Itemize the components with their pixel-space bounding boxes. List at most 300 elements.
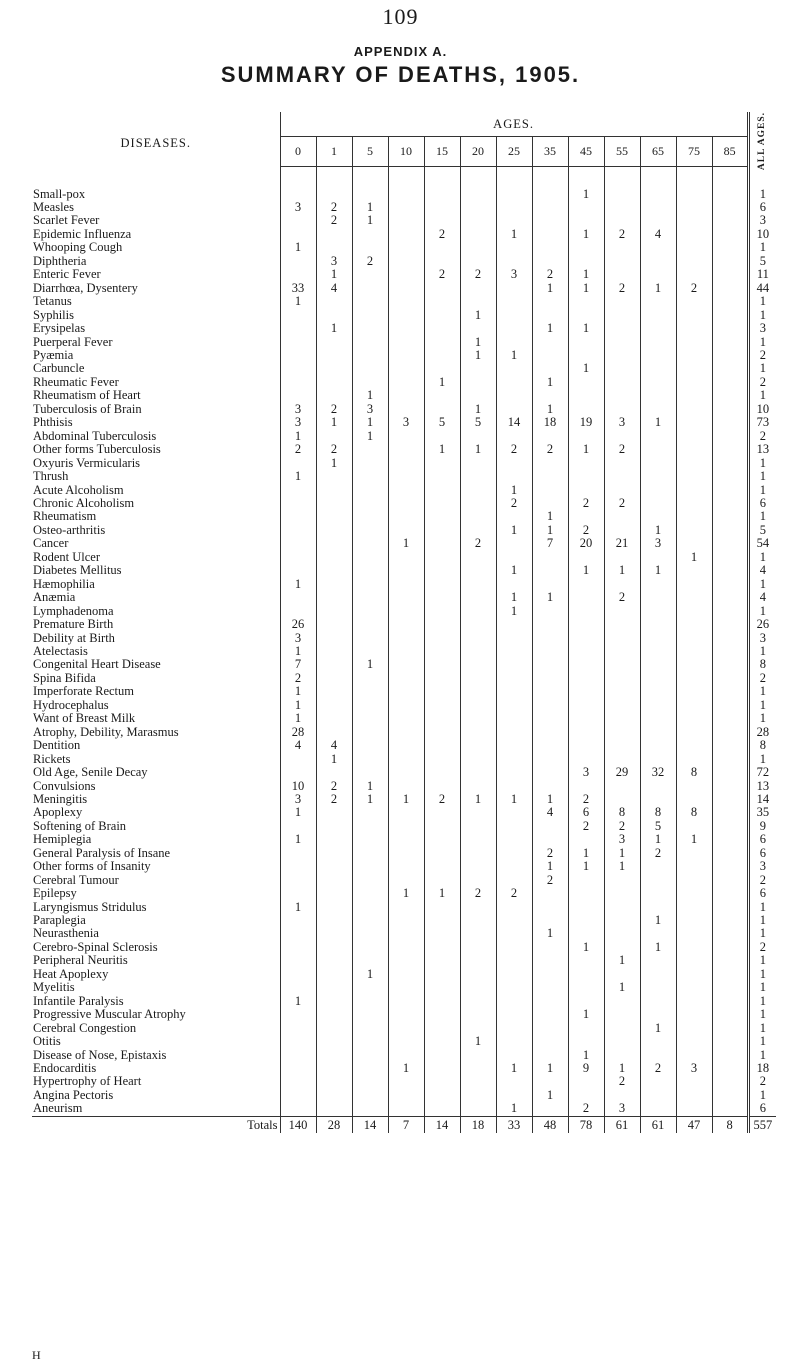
disease-name: Imperforate Rectum [32,685,280,698]
age-group-header: 1 [316,137,352,167]
age-count-cell: 1 [424,443,460,456]
age-count-cell [280,497,316,510]
age-count-cell [424,336,460,349]
all-ages-total-cell: 1 [748,188,776,201]
age-count-cell [316,591,352,604]
all-ages-total-cell: 1 [748,309,776,322]
age-count-cell [676,484,712,497]
all-ages-total-cell: 18 [748,1062,776,1075]
age-count-cell [640,403,676,416]
age-count-cell [568,726,604,739]
age-count-cell: 2 [316,780,352,793]
age-count-cell: 3 [280,793,316,806]
all-ages-total-cell: 1 [748,551,776,564]
age-count-cell [604,927,640,940]
disease-name: Heat Apoplexy [32,968,280,981]
age-count-cell [352,995,388,1008]
age-count-cell [496,1022,532,1035]
age-count-cell [640,1089,676,1102]
age-count-cell [460,470,496,483]
age-count-cell [388,524,424,537]
age-count-cell: 1 [568,1008,604,1021]
age-count-cell [640,1049,676,1062]
age-count-cell [316,376,352,389]
age-count-cell [388,255,424,268]
age-count-cell [280,564,316,577]
age-count-cell [640,712,676,725]
age-count-cell [388,968,424,981]
all-ages-total-cell: 2 [748,941,776,954]
age-count-cell [460,201,496,214]
age-count-cell: 1 [280,712,316,725]
age-count-cell [460,954,496,967]
age-count-cell [640,255,676,268]
age-count-cell [604,241,640,254]
age-count-cell: 7 [280,658,316,671]
all-ages-total-cell: 1 [748,981,776,994]
age-count-cell [712,645,748,658]
table-row [32,470,776,483]
all-ages-total-cell: 6 [748,887,776,900]
age-count-cell [676,214,712,227]
age-group-header: 45 [568,137,604,167]
age-count-cell [712,497,748,510]
table-row [32,658,776,671]
all-ages-total-cell: 1 [748,1035,776,1048]
age-count-cell [352,1008,388,1021]
appendix-heading: APPENDIX A. [353,44,448,59]
all-ages-total-cell: 10 [748,403,776,416]
age-count-cell [460,685,496,698]
age-count-cell [676,1008,712,1021]
disease-name: Spina Bifida [32,672,280,685]
age-count-cell [316,860,352,873]
disease-name: Chronic Alcoholism [32,497,280,510]
age-count-cell [604,780,640,793]
age-count-cell [424,524,460,537]
table-row [32,618,776,631]
table-row [32,1075,776,1088]
table-row [32,1008,776,1021]
age-count-cell [568,241,604,254]
age-count-cell [424,484,460,497]
age-count-cell [424,766,460,779]
age-count-cell [712,322,748,335]
disease-name: Other forms of Insanity [32,860,280,873]
age-count-cell: 1 [352,780,388,793]
age-count-cell [604,874,640,887]
age-count-cell [640,295,676,308]
table-row [32,901,776,914]
age-count-cell [460,457,496,470]
all-ages-total-cell: 1 [748,914,776,927]
age-count-cell [532,995,568,1008]
disease-name: Other forms Tuberculosis [32,443,280,456]
age-count-cell: 1 [316,416,352,429]
all-ages-total-cell: 1 [748,1089,776,1102]
age-count-cell [604,349,640,362]
age-count-cell [676,268,712,281]
age-count-cell [568,780,604,793]
disease-name: Want of Breast Milk [32,712,280,725]
age-count-cell [280,510,316,523]
age-count-cell [640,753,676,766]
table-row [32,591,776,604]
age-count-cell [352,591,388,604]
age-count-cell [316,524,352,537]
age-count-cell [280,551,316,564]
age-count-cell [568,685,604,698]
age-count-cell [568,376,604,389]
age-count-cell: 1 [280,241,316,254]
age-count-cell [604,901,640,914]
age-count-cell [604,1049,640,1062]
table-row [32,537,776,550]
age-count-cell [532,201,568,214]
age-count-cell: 1 [604,954,640,967]
age-count-cell [676,537,712,550]
age-count-cell [640,954,676,967]
age-count-cell [532,470,568,483]
age-count-cell [316,995,352,1008]
age-count-cell [532,780,568,793]
all-ages-total-cell: 1 [748,1008,776,1021]
table-row [32,376,776,389]
age-count-cell [316,470,352,483]
disease-name: Diphtheria [32,255,280,268]
age-count-cell [496,672,532,685]
age-count-cell [604,618,640,631]
age-count-cell: 3 [496,268,532,281]
age-count-cell [604,484,640,497]
age-count-cell [280,537,316,550]
age-count-cell [640,618,676,631]
all-ages-total-cell: 44 [748,282,776,295]
age-count-cell [460,510,496,523]
age-count-cell [460,981,496,994]
age-count-cell [352,564,388,577]
age-count-cell: 1 [496,605,532,618]
age-count-cell [388,336,424,349]
age-count-cell [712,268,748,281]
age-count-cell [280,927,316,940]
age-count-cell: 1 [496,228,532,241]
age-count-cell [280,188,316,201]
age-count-cell [532,457,568,470]
age-count-cell: 1 [316,457,352,470]
age-count-cell [496,362,532,375]
age-count-cell [712,712,748,725]
age-count-cell [316,618,352,631]
age-count-cell: 3 [280,416,316,429]
age-count-cell [676,362,712,375]
age-count-cell [568,309,604,322]
disease-name: Hemiplegia [32,833,280,846]
age-count-cell [640,362,676,375]
age-count-cell: 1 [496,793,532,806]
age-count-cell [352,510,388,523]
age-count-cell [388,282,424,295]
age-count-cell [388,1075,424,1088]
all-ages-total-cell: 13 [748,780,776,793]
age-count-cell [640,726,676,739]
age-count-cell: 1 [532,860,568,873]
age-count-cell [460,282,496,295]
age-count-cell [424,1008,460,1021]
age-count-cell [280,753,316,766]
age-count-cell [676,981,712,994]
age-count-cell [712,255,748,268]
age-count-cell [388,645,424,658]
age-count-cell [604,403,640,416]
age-count-cell [640,1102,676,1116]
age-count-cell [676,995,712,1008]
all-ages-total-cell: 557 [748,1116,776,1133]
age-count-cell: 1 [676,833,712,846]
age-count-cell [496,632,532,645]
age-count-cell: 1 [460,1035,496,1048]
age-count-cell [388,457,424,470]
age-count-cell [388,914,424,927]
age-count-cell: 21 [604,537,640,550]
age-count-cell [604,685,640,698]
age-count-cell: 3 [604,833,640,846]
age-count-cell [712,591,748,604]
age-count-cell [604,632,640,645]
table-row [32,241,776,254]
age-count-cell: 1 [316,268,352,281]
age-count-cell: 1 [280,430,316,443]
table-row [32,632,776,645]
table-row [32,349,776,362]
age-count-cell [496,968,532,981]
age-count-cell [460,1075,496,1088]
disease-name: Apoplexy [32,806,280,819]
all-ages-total-cell: 1 [748,336,776,349]
age-count-cell: 1 [640,416,676,429]
age-count-cell [640,887,676,900]
all-ages-total-cell: 3 [748,860,776,873]
age-count-cell [712,201,748,214]
table-row [32,268,776,281]
age-count-cell [640,349,676,362]
disease-name: Paraplegia [32,914,280,927]
age-count-cell [316,712,352,725]
age-count-cell [568,645,604,658]
age-count-cell [568,618,604,631]
table-row [32,228,776,241]
all-ages-total-cell: 2 [748,874,776,887]
age-count-cell: 3 [352,403,388,416]
age-count-cell [316,336,352,349]
age-count-cell: 1 [280,578,316,591]
age-count-cell: 2 [532,443,568,456]
all-ages-total-cell: 1 [748,645,776,658]
age-count-cell [640,901,676,914]
age-count-cell [568,484,604,497]
age-count-cell [316,645,352,658]
age-count-cell [352,739,388,752]
age-count-cell [712,470,748,483]
age-count-cell [496,403,532,416]
age-count-cell: 14 [352,1116,388,1133]
age-count-cell [532,968,568,981]
age-count-cell [424,497,460,510]
age-count-cell: 1 [568,443,604,456]
age-count-cell [532,255,568,268]
age-count-cell [316,551,352,564]
age-count-cell [640,376,676,389]
age-count-cell [352,941,388,954]
age-count-cell [676,241,712,254]
age-count-cell [568,578,604,591]
age-count-cell [676,497,712,510]
age-count-cell [388,241,424,254]
disease-name: Diarrhœa, Dysentery [32,282,280,295]
age-count-cell [532,1075,568,1088]
age-count-cell [388,564,424,577]
age-count-cell [604,941,640,954]
age-count-cell [424,1022,460,1035]
age-count-cell [280,954,316,967]
age-count-cell [712,443,748,456]
age-count-cell: 1 [640,524,676,537]
all-ages-total-cell: 13 [748,443,776,456]
all-ages-total-cell: 1 [748,484,776,497]
age-count-cell [604,551,640,564]
age-count-cell [676,430,712,443]
age-count-cell [388,578,424,591]
age-count-cell: 2 [280,443,316,456]
age-count-cell [460,228,496,241]
age-group-header: 85 [712,137,748,167]
age-count-cell [424,699,460,712]
age-count-cell [496,457,532,470]
age-count-cell [640,214,676,227]
age-count-cell [280,255,316,268]
age-count-cell [460,618,496,631]
age-count-cell: 6 [568,806,604,819]
disease-name: Erysipelas [32,322,280,335]
age-count-cell [640,739,676,752]
age-count-cell [712,1062,748,1075]
table-row [32,712,776,725]
age-count-cell [532,214,568,227]
age-count-cell [352,309,388,322]
age-count-cell: 2 [568,820,604,833]
age-count-cell [640,699,676,712]
age-count-cell: 2 [496,443,532,456]
age-count-cell: 3 [280,201,316,214]
age-count-cell [496,685,532,698]
age-count-cell [316,914,352,927]
age-count-cell [460,1022,496,1035]
age-count-cell [496,820,532,833]
age-count-cell: 2 [640,1062,676,1075]
all-ages-total-cell: 1 [748,362,776,375]
age-count-cell [388,1089,424,1102]
age-count-cell [676,201,712,214]
age-count-cell [280,524,316,537]
age-count-cell [316,833,352,846]
page-title: SUMMARY OF DEATHS, 1905. [220,62,581,87]
age-count-cell [676,901,712,914]
age-count-cell [712,632,748,645]
age-count-cell [352,376,388,389]
age-count-cell [424,941,460,954]
age-count-cell [316,537,352,550]
table-row [32,564,776,577]
age-count-cell [712,537,748,550]
age-count-cell [496,282,532,295]
age-count-cell: 1 [568,941,604,954]
age-count-cell [352,484,388,497]
age-count-cell: 1 [532,510,568,523]
age-count-cell: 1 [676,551,712,564]
age-count-cell [676,591,712,604]
age-count-cell [712,927,748,940]
age-count-cell [388,739,424,752]
table-row [32,336,776,349]
age-count-cell [388,927,424,940]
all-ages-total-cell: 1 [748,578,776,591]
age-count-cell [316,954,352,967]
age-count-cell [532,618,568,631]
age-count-cell [280,322,316,335]
all-ages-total-cell: 2 [748,349,776,362]
age-count-cell [460,497,496,510]
age-count-cell: 1 [640,914,676,927]
age-count-cell [460,524,496,537]
age-count-cell [424,995,460,1008]
all-ages-total-cell: 1 [748,295,776,308]
age-count-cell [460,699,496,712]
age-count-cell [352,1049,388,1062]
age-count-cell: 2 [568,793,604,806]
age-count-cell [424,389,460,402]
age-count-cell [424,618,460,631]
age-count-cell [640,780,676,793]
age-count-cell: 1 [316,322,352,335]
age-count-cell [496,470,532,483]
disease-name: Syphilis [32,309,280,322]
age-count-cell [604,605,640,618]
age-count-cell [532,1022,568,1035]
age-count-cell [568,632,604,645]
age-count-cell [496,712,532,725]
disease-name: Progressive Muscular Atrophy [32,1008,280,1021]
table-row [32,416,776,429]
age-count-cell [388,484,424,497]
age-count-cell [352,1035,388,1048]
age-count-cell [568,901,604,914]
age-count-cell [532,188,568,201]
age-count-cell [460,874,496,887]
age-count-cell [568,927,604,940]
age-count-cell [640,793,676,806]
age-count-cell [640,336,676,349]
age-count-cell [388,309,424,322]
age-count-cell [604,336,640,349]
age-count-cell [496,874,532,887]
age-count-cell [712,941,748,954]
disease-name: Atrophy, Debility, Marasmus [32,726,280,739]
all-ages-total-cell: 3 [748,632,776,645]
disease-name: Osteo-arthritis [32,524,280,537]
table-row [32,699,776,712]
age-count-cell [640,1075,676,1088]
age-count-cell [568,658,604,671]
